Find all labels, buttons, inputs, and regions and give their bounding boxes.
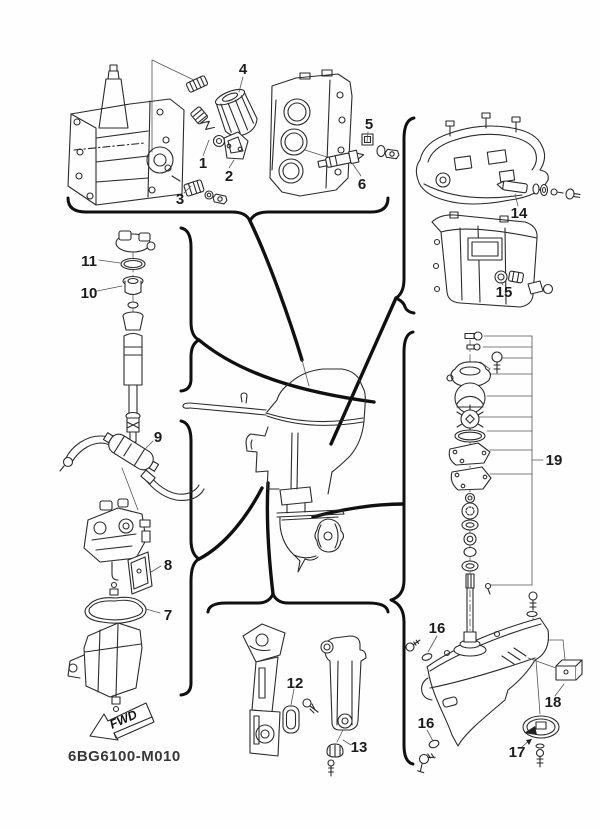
callout-16-upper: 16 — [428, 620, 446, 637]
callout-5: 5 — [364, 116, 374, 133]
callout-9: 9 — [153, 429, 163, 446]
bracket-anode-illustration — [243, 624, 318, 756]
callout-18: 18 — [544, 694, 562, 711]
spark-plug-illustration — [317, 134, 399, 170]
powerhead-illustration — [68, 60, 198, 205]
drawing-code: 6BG6100-M010 — [68, 748, 181, 765]
callout-3: 3 — [175, 191, 185, 208]
thermostat-group-illustration — [116, 231, 155, 442]
group-brace-powerhead — [68, 198, 388, 221]
leader-lines — [199, 221, 403, 594]
callout-13: 13 — [350, 739, 368, 756]
callout-7: 7 — [163, 607, 173, 624]
fwd-arrow-label: FWD — [107, 707, 140, 732]
callout-8: 8 — [163, 557, 173, 574]
callout-2: 2 — [224, 168, 234, 185]
group-brace-bracket-tilt — [208, 594, 388, 612]
callout-11: 11 — [81, 253, 97, 270]
group-brace-exhaust-guide — [396, 118, 414, 313]
callout-4: 4 — [238, 61, 248, 78]
callout-16-lower: 16 — [417, 715, 435, 732]
callout-12: 12 — [286, 675, 304, 692]
callout-17: 17 — [508, 744, 526, 761]
callout-10: 10 — [80, 285, 98, 302]
callout-6: 6 — [357, 176, 367, 193]
callout-14: 14 — [510, 205, 528, 222]
group-brace-fuel-system — [181, 421, 199, 695]
callout-19: 19 — [545, 452, 563, 469]
upper-casing-illustration — [432, 212, 553, 307]
group-brace-lower-unit — [391, 332, 413, 764]
fwd-arrow — [90, 703, 154, 740]
callout-15: 15 — [495, 284, 513, 301]
exhaust-guide-illustration — [416, 113, 580, 204]
group-brace-thermostat — [181, 228, 199, 391]
outboard-motor-silhouette — [183, 369, 365, 572]
fuel-system-illustration — [60, 428, 204, 712]
callout-1: 1 — [198, 155, 208, 172]
cylinder-head-illustration — [270, 70, 352, 196]
